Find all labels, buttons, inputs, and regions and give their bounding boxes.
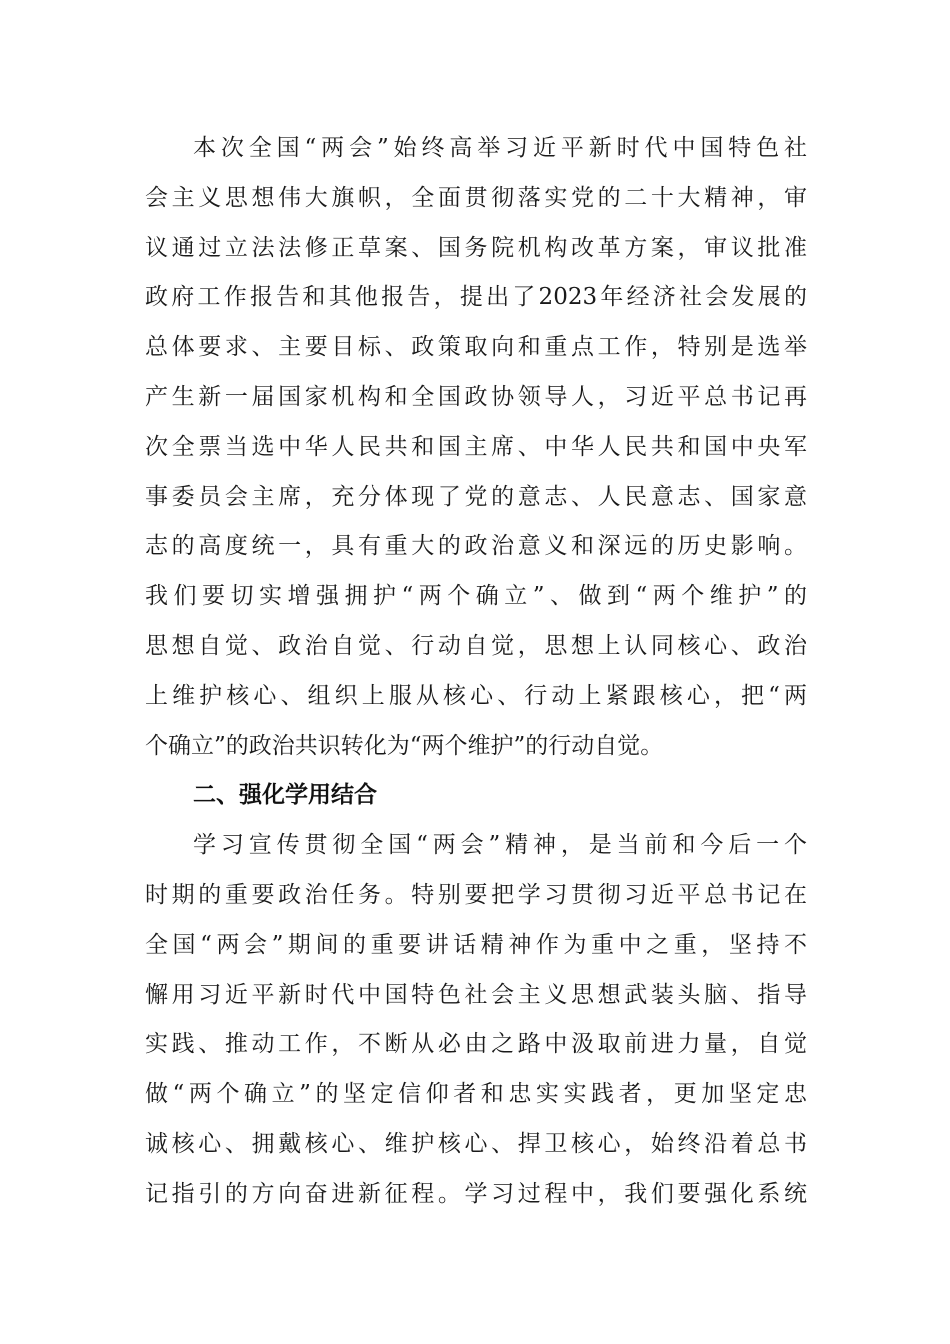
paragraph-line: 个确立”的政治共识转化为“两个维护”的行动自觉。 [145, 732, 664, 759]
paragraph-line: 政府工作报告和其他报告，提出了2023年经济社会发展的 [145, 284, 807, 311]
document-body [145, 124, 807, 1220]
paragraph-line: 总体要求、主要目标、政策取向和重点工作，特别是选举 [145, 334, 807, 361]
paragraph-line: 懈用习近平新时代中国特色社会主义思想武装头脑、指导 [145, 981, 807, 1008]
paragraph-line: 事委员会主席，充分体现了党的意志、人民意志、国家意 [145, 483, 807, 510]
paragraph-line: 次全票当选中华人民共和国主席、中华人民共和国中央军 [145, 433, 807, 460]
paragraph-1 [145, 124, 807, 771]
paragraph-line: 上维护核心、组织上服从核心、行动上紧跟核心，把“两 [145, 682, 807, 709]
paragraph-line: 思想自觉、政治自觉、行动自觉，思想上认同核心、政治 [145, 632, 807, 659]
paragraph-line: 实践、推动工作，不断从必由之路中汲取前进力量，自觉 [145, 1031, 807, 1058]
paragraph-line: 记指引的方向奋进新征程。学习过程中，我们要强化系统 [145, 1180, 807, 1207]
paragraph-line: 时期的重要政治任务。特别要把学习贯彻习近平总书记在 [145, 881, 807, 908]
paragraph-line: 产生新一届国家机构和全国政协领导人，习近平总书记再 [145, 383, 807, 410]
paragraph-line: 全国“两会”期间的重要讲话精神作为重中之重，坚持不 [145, 931, 807, 958]
paragraph-line: 本次全国“两会”始终高举习近平新时代中国特色社 [193, 135, 807, 161]
paragraph-line: 议通过立法法修正草案、国务院机构改革方案，审议批准 [145, 234, 807, 261]
paragraph-line: 诚核心、拥戴核心、维护核心、捍卫核心，始终沿着总书 [145, 1130, 807, 1157]
paragraph-2 [145, 821, 807, 1219]
paragraph-line: 我们要切实增强拥护“两个确立”、做到“两个维护”的 [145, 583, 807, 610]
section-heading: 二、强化学用结合 [193, 782, 377, 809]
paragraph-line: 做“两个确立”的坚定信仰者和忠实实践者，更加坚定忠 [145, 1081, 807, 1108]
paragraph-line: 学习宣传贯彻全国“两会”精神，是当前和今后一个 [193, 832, 807, 859]
paragraph-line: 会主义思想伟大旗帜，全面贯彻落实党的二十大精神，审 [145, 184, 807, 211]
paragraph-line: 志的高度统一，具有重大的政治意义和深远的历史影响。 [145, 533, 807, 560]
